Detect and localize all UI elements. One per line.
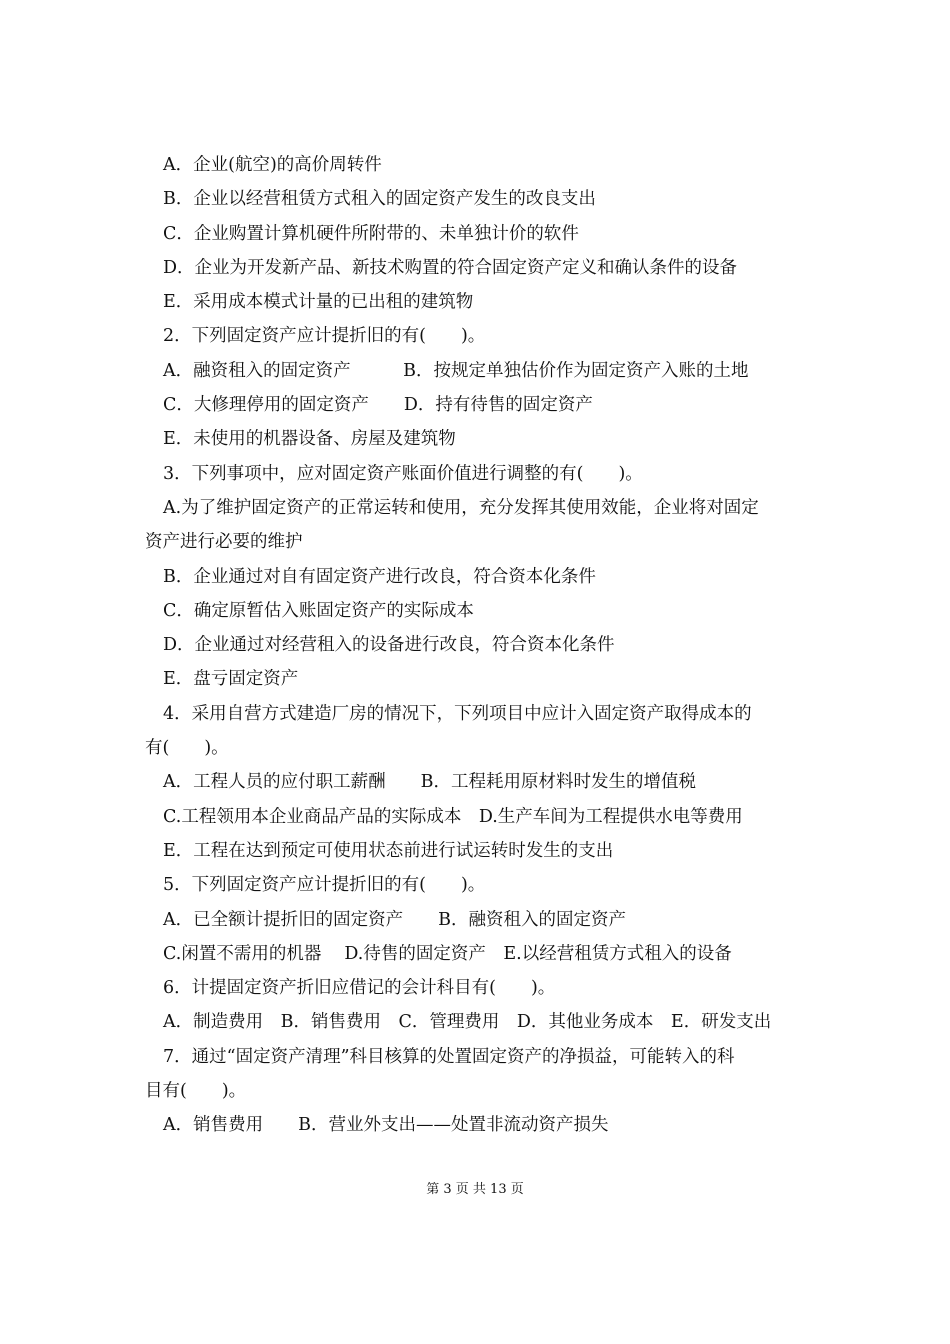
text-line: A.为了维护固定资产的正常运转和使用，充分发挥其使用效能，企业将对固定 <box>163 497 759 518</box>
text-line: 2．下列固定资产应计提折旧的有( )。 <box>163 326 486 347</box>
document-body <box>145 148 810 1143</box>
text-line: B．企业通过对自有固定资产进行改良，符合资本化条件 <box>163 566 596 587</box>
text-line: C.闲置不需用的机器 D.待售的固定资产 E.以经营租赁方式租入的设备 <box>163 943 732 964</box>
text-line: A．融资租入的固定资产 B．按规定单独估价作为固定资产入账的土地 <box>163 360 749 381</box>
text-line: 6．计提固定资产折旧应借记的会计科目有( )。 <box>163 978 556 999</box>
text-line: D．企业为开发新产品、新技术购置的符合固定资产定义和确认条件的设备 <box>163 257 738 278</box>
page-footer: 第 3 页 共 13 页 <box>426 1182 524 1197</box>
text-line: E．采用成本模式计量的已出租的建筑物 <box>163 292 474 313</box>
text-line: 有( )。 <box>145 738 229 759</box>
text-line: C．企业购置计算机硬件所附带的、未单独计价的软件 <box>163 223 579 244</box>
text-line: D．企业通过对经营租入的设备进行改良，符合资本化条件 <box>163 635 615 656</box>
text-line: 资产进行必要的维护 <box>145 532 303 553</box>
text-line: A．已全额计提折旧的固定资产 B．融资租入的固定资产 <box>163 909 626 930</box>
text-line: 目有( )。 <box>145 1081 247 1102</box>
text-line: C.工程领用本企业商品产品的实际成本 D.生产车间为工程提供水电等费用 <box>163 806 743 827</box>
text-line: E．未使用的机器设备、房屋及建筑物 <box>163 429 456 450</box>
text-line: A．销售费用 B．营业外支出——处置非流动资产损失 <box>163 1115 609 1136</box>
text-line: 4．采用自营方式建造厂房的情况下，下列项目中应计入固定资产取得成本的 <box>163 703 752 724</box>
text-line: E．盘亏固定资产 <box>163 669 299 690</box>
text-line: A．企业(航空)的高价周转件 <box>163 155 382 175</box>
text-line: E．工程在达到预定可使用状态前进行试运转时发生的支出 <box>163 840 614 861</box>
text-line: C．大修理停用的固定资产 D．持有待售的固定资产 <box>163 395 593 416</box>
text-line: 3．下列事项中，应对固定资产账面价值进行调整的有( )。 <box>163 463 643 484</box>
text-line: A．制造费用 B．销售费用 C．管理费用 D．其他业务成本 E．研发支出 <box>163 1012 772 1033</box>
text-line: 7．通过“固定资产清理”科目核算的处置固定资产的净损益，可能转入的科 <box>163 1046 735 1067</box>
text-line: B．企业以经营租赁方式租入的固定资产发生的改良支出 <box>163 189 596 210</box>
text-line: A．工程人员的应付职工薪酬 B．工程耗用原材料时发生的增值税 <box>163 772 696 793</box>
text-line: 5．下列固定资产应计提折旧的有( )。 <box>163 875 486 896</box>
text-line: C．确定原暂估入账固定资产的实际成本 <box>163 600 474 621</box>
